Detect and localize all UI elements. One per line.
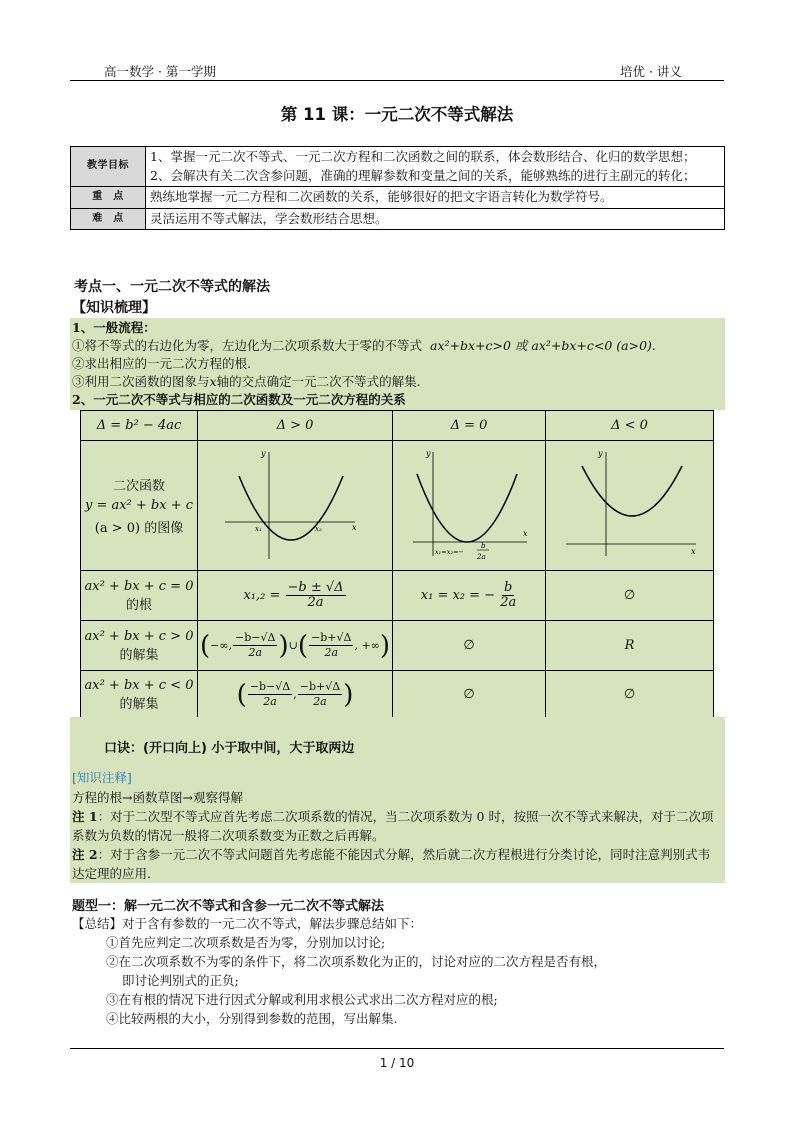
denominator: 2a [307, 595, 324, 610]
parabola-two-roots-graph [225, 444, 365, 564]
note-line: 方程的根→函数草图→观察得解 [72, 790, 243, 805]
header-rule [70, 80, 724, 81]
objective-value: 灵活运用不等式解法，学会数形结合思想。 [146, 208, 725, 230]
objective-key: 重 点 [71, 187, 146, 209]
header-left: 高一数学 · 第一学期 [104, 64, 216, 79]
formula-text: , +∞ [354, 638, 380, 652]
notes-tag: [知识注释] [72, 770, 132, 785]
objective-key: 教学目标 [71, 147, 146, 187]
section-heading: 考点一、一元二次不等式的解法 [74, 279, 270, 295]
flow-line: ②求出相应的一元二次方程的根. [72, 356, 251, 371]
axis-label: y [426, 448, 431, 458]
numerator: −b+√Δ [311, 631, 352, 644]
header-right: 培优 · 讲义 [620, 64, 682, 79]
table-cell [393, 571, 546, 621]
flow-text: ①将不等式的右边化为零，左边化为二次项系数大于零的不等式 [72, 338, 423, 353]
formula-text: x₁ = x₂ = − [420, 588, 496, 603]
numerator: −b−√Δ [235, 631, 276, 644]
fraction [309, 631, 353, 660]
formula-text: x₁,₂ = [243, 588, 281, 603]
table-cell: ∅ [393, 671, 546, 719]
axis-label: x [523, 528, 528, 538]
parabola-one-root-graph [405, 444, 533, 564]
numerator: −b ± √Δ [287, 580, 344, 595]
table-cell: R [546, 621, 714, 671]
table-row [81, 671, 714, 719]
union-symbol: ∪ [288, 638, 298, 652]
objective-row [71, 147, 725, 187]
cell-text: ax² + bx + c = 0 [84, 578, 194, 594]
fraction [233, 631, 277, 660]
graph-cell [546, 441, 714, 571]
footer-rule [70, 1048, 724, 1049]
root-label: x₁=x₂=− [435, 547, 464, 556]
cell-text: 的根 [125, 597, 152, 613]
objective-row [71, 208, 725, 230]
objective-value: 熟练地掌握一元二方程和二次函数的关系，能够很好的把文字语言转化为数学符号。 [146, 187, 725, 209]
objective-value: 1、掌握一元二次不等式、一元二次方程和二次函数之间的联系，体会数形结合、化归的数学思想； 2、会解决有关二次含参问题，准确的理解参数和变量之间的关系，能够熟练的进行主副元的转化； [146, 147, 725, 187]
denominator: 2a [324, 646, 339, 659]
cell-text: y = ax² + bx + c [84, 498, 194, 513]
note-text: ：对于含参一元二次不等式问题首先考虑能不能因式分解，然后就二次方程根进行分类讨论，同时注意判别式韦达定理的应用. [72, 847, 711, 881]
axis-label: x [352, 522, 357, 532]
table-header: Δ = b² − 4ac [81, 411, 198, 441]
objective-row [71, 187, 725, 209]
objective-key: 难 点 [71, 208, 146, 230]
flow-line [72, 373, 421, 391]
type-heading: 题型一：解一元二次不等式和含参一元二次不等式解法 [72, 899, 385, 914]
axis-label: x [690, 546, 696, 556]
cell-text: 的解集 [119, 696, 159, 712]
root-label: x₂ [315, 524, 322, 533]
fraction [286, 581, 346, 610]
table-cell: ∅ [546, 671, 714, 719]
numerator: −b−√Δ [249, 680, 291, 693]
flow-var: x [209, 374, 217, 389]
page-title: 第 11 课：一元二次不等式解法 [280, 105, 514, 124]
table-cell: ∅ [546, 571, 714, 621]
table-cell: (−∞, $\frac{-b-√\Delta}{2a}$ )∪( $\frac{-b+√\Delta}{2a}$ , +∞) [198, 621, 393, 671]
mnemonic: 口诀：(开口向上) 小于取中间，大于取两边 [104, 741, 355, 756]
table-cell [81, 671, 198, 719]
table-cell [81, 571, 198, 621]
graph-cell [198, 441, 393, 571]
summary-step: 即讨论判别式的正负; [122, 973, 239, 988]
table-header: Δ < 0 [546, 411, 714, 441]
cell-text: 的解集 [119, 647, 159, 663]
flow-line: 2、一元二次不等式与相应的二次函数及一元二次方程的关系 [72, 392, 406, 407]
parabola-curve [582, 466, 682, 516]
relation-table [80, 410, 714, 719]
table-header: Δ > 0 [198, 411, 393, 441]
table-cell: ( $\frac{-b-√\Delta}{2a}$ , $\frac{-b+√\Delta}{2a}$ ) [198, 671, 393, 719]
note-1 [72, 807, 720, 845]
summary-step: ①首先应判定二次项系数是否为零，分别加以讨论; [106, 935, 386, 950]
cell-text: ax² + bx + c < 0 [84, 677, 194, 693]
fraction [298, 680, 342, 709]
summary-line: 【总结】对于含有参数的一元二次不等式，解法步骤总结如下： [72, 916, 423, 931]
flow-formula: ax²+bx+c>0 或 ax²+bx+c<0 (a>0). [430, 338, 656, 353]
formula-text: , [293, 687, 297, 701]
denominator: 2a [313, 695, 327, 708]
axis-label: y [261, 448, 266, 458]
note-key: 注 2 [72, 847, 98, 862]
table-row [81, 411, 714, 441]
flow-line [72, 337, 656, 355]
denominator: 2a [263, 695, 277, 708]
root-label: 2a [477, 552, 486, 561]
numerator: −b+√Δ [299, 680, 341, 693]
table-cell [198, 571, 393, 621]
fraction [248, 680, 292, 709]
cell-text: ax² + bx + c > 0 [84, 628, 194, 644]
note-key: 注 1 [72, 809, 98, 824]
formula-text: −∞, [210, 638, 233, 652]
note-text: ：对于二次型不等式应首先考虑二次项系数的情况，当二次项系数为 0 时，按照一次不等式来解决，对于二次项系数为负数的情况一般将二次项系数变为正数之后再解。 [72, 809, 714, 843]
flow-line: 1、一般流程： [72, 320, 156, 335]
table-header: Δ = 0 [393, 411, 546, 441]
table-cell: ∅ [393, 621, 546, 671]
denominator: 2a [500, 595, 517, 610]
parabola-curve [417, 474, 517, 542]
summary-step: ②在二次项系数不为零的条件下，将二次项系数化为正的，讨论对应的二次方程是否有根， [106, 954, 607, 969]
denominator: 2a [248, 646, 263, 659]
summary-step: ③在有根的情况下进行因式分解或利用求根公式求出二次方程对应的根; [106, 992, 498, 1007]
root-label: x₁ [255, 524, 262, 533]
fraction [500, 581, 516, 610]
numerator: b [504, 580, 513, 595]
cell-text: (a > 0) 的图像 [94, 521, 184, 536]
parabola-no-root-graph [560, 444, 700, 564]
table-row [81, 441, 714, 571]
graph-cell [393, 441, 546, 571]
table-cell [81, 441, 198, 571]
table-cell [81, 621, 198, 671]
summary-step: ④比较两根的大小，分别得到参数的范围，写出解集. [106, 1011, 398, 1026]
section-subheading: 【知识梳理】 [72, 300, 156, 316]
flow-text: ③利用二次函数的图象与 [72, 374, 210, 389]
note-2 [72, 845, 720, 883]
table-row [81, 621, 714, 671]
objectives-table [70, 146, 725, 230]
page-number: 1 / 10 [379, 1056, 415, 1070]
root-label: b [481, 541, 486, 550]
axis-label: y [597, 448, 603, 458]
table-row [81, 571, 714, 621]
cell-text: 二次函数 [112, 479, 165, 494]
flow-text: 轴的交点确定一元二次不等式的解集. [216, 374, 421, 389]
